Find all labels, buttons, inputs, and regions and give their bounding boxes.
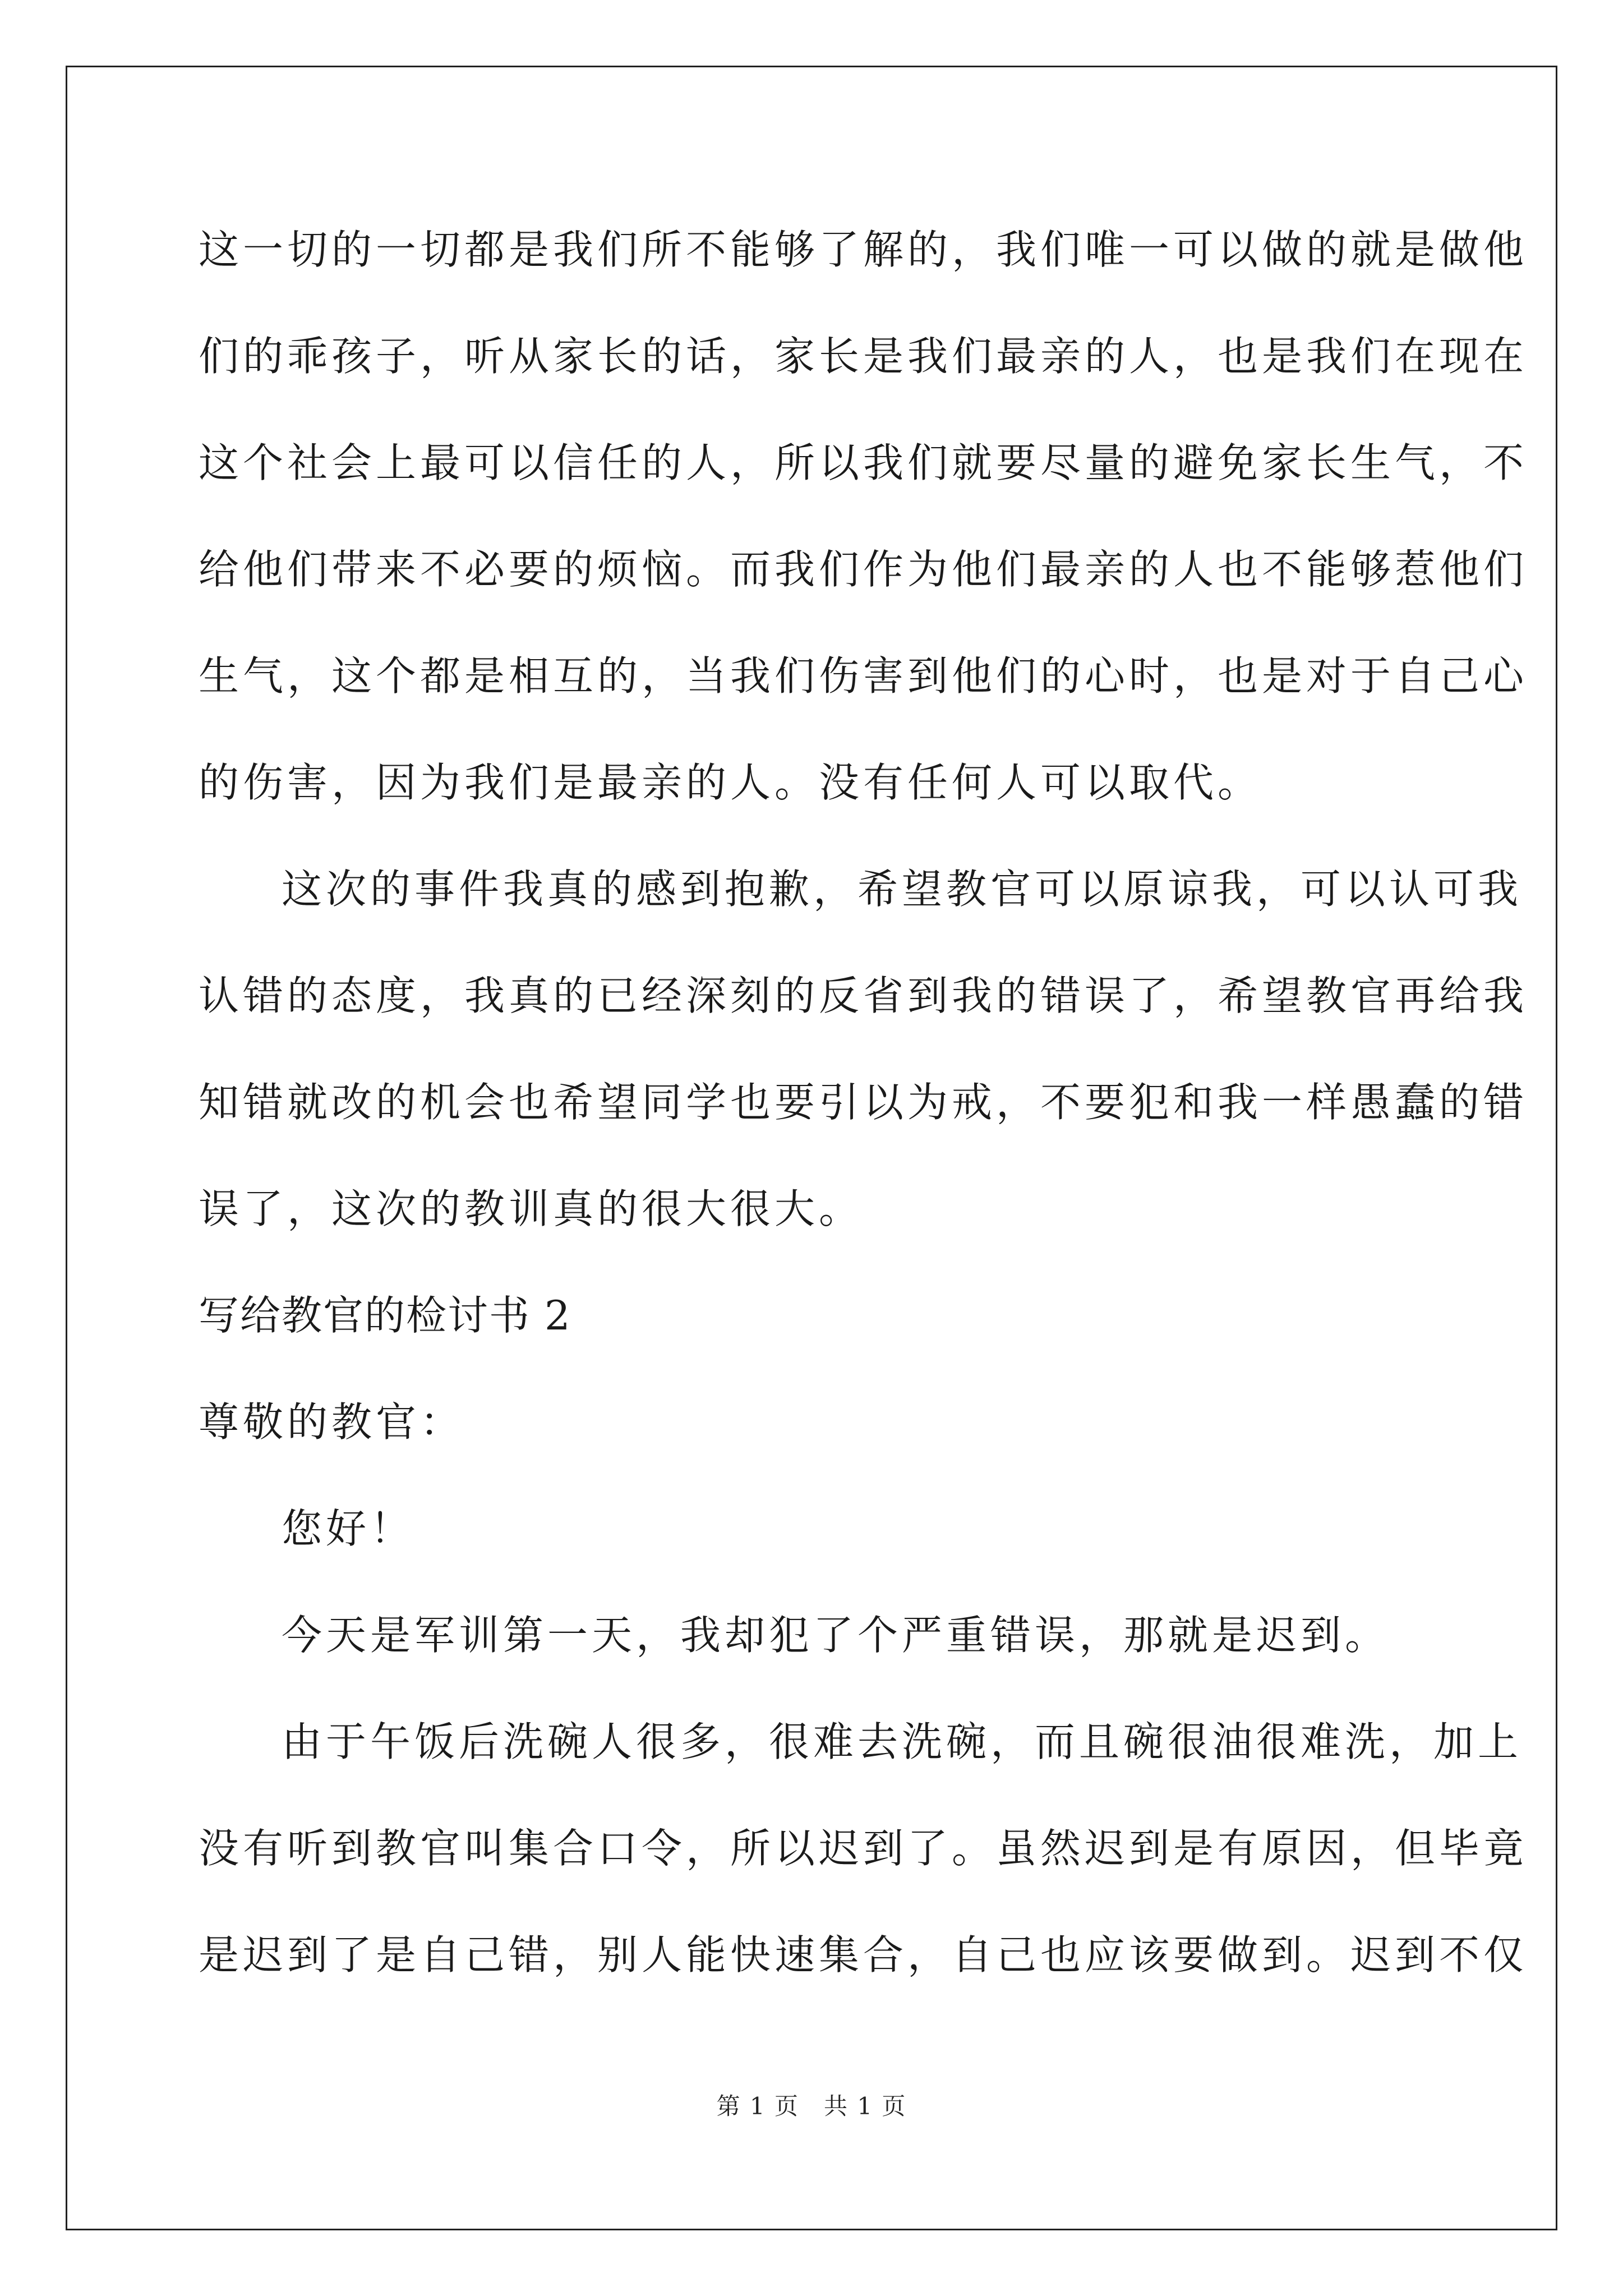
text-line: 今天是军训第一天，我却犯了个严重错误，那就是迟到。 — [282, 1612, 1390, 1659]
text-line: 这个社会上最可以信任的人，所以我们就要尽量的避免家长生气，不 — [199, 439, 1528, 486]
text-line: 的伤害，因为我们是最亲的人。没有任何人可以取代。 — [199, 759, 1262, 806]
text-line: 没有听到教官叫集合口令，所以迟到了。虽然迟到是有原因，但毕竟 — [199, 1825, 1528, 1872]
text-line: 是迟到了是自己错，别人能快速集合，自己也应该要做到。迟到不仅 — [199, 1931, 1528, 1978]
text-line: 这一切的一切都是我们所不能够了解的，我们唯一可以做的就是做他 — [199, 226, 1528, 273]
text-line: 这次的事件我真的感到抱歉，希望教官可以原谅我，可以认可我 — [282, 866, 1523, 913]
text-line: 您好！ — [282, 1505, 415, 1552]
text-line: 给他们带来不必要的烦恼。而我们作为他们最亲的人也不能够惹他们 — [199, 546, 1528, 593]
text-line: 由于午饭后洗碗人很多，很难去洗碗，而且碗很油很难洗，加上 — [282, 1718, 1523, 1765]
document-body — [199, 216, 1528, 2028]
text-line: 尊敬的教官： — [199, 1398, 465, 1446]
page-number-footer: 第 1 页 共 1 页 — [716, 2092, 907, 2120]
section-heading: 写给教官的检讨书 2 — [199, 1292, 571, 1339]
text-line: 知错就改的机会也希望同学也要引以为戒，不要犯和我一样愚蠢的错 — [199, 1079, 1528, 1126]
text-line: 生气，这个都是相互的，当我们伤害到他们的心时，也是对于自己心 — [199, 652, 1528, 700]
text-line: 认错的态度，我真的已经深刻的反省到我的错误了，希望教官再给我 — [199, 972, 1528, 1019]
text-line: 们的乖孩子，听从家长的话，家长是我们最亲的人，也是我们在现在 — [199, 333, 1528, 380]
text-line: 误了，这次的教训真的很大很大。 — [199, 1185, 864, 1232]
